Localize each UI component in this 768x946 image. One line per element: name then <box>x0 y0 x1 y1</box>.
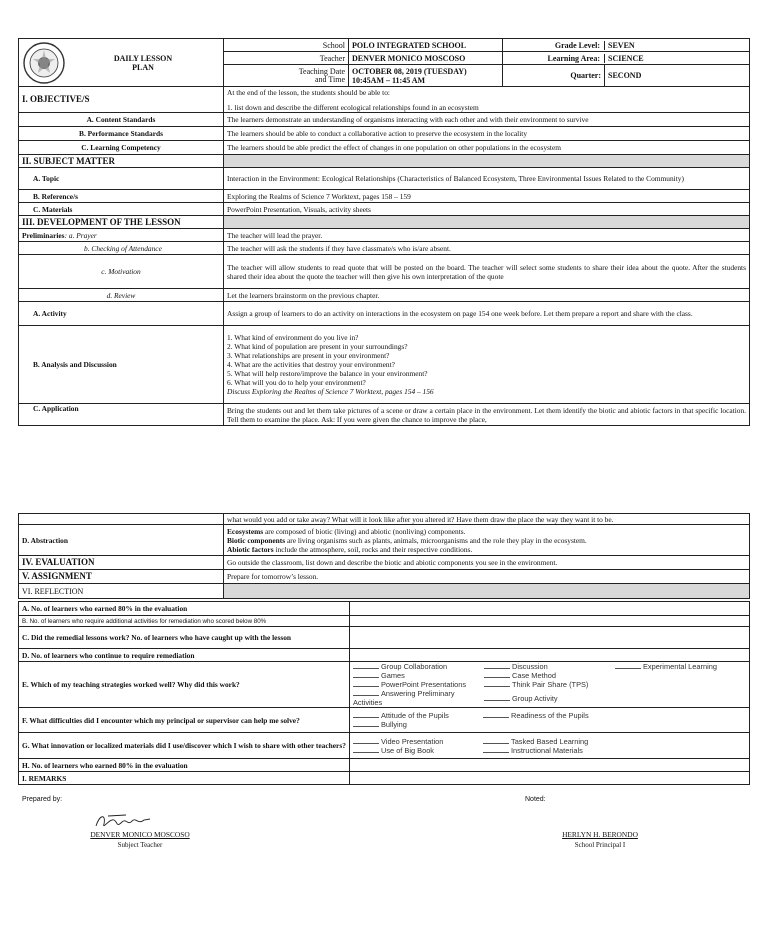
option-label: PowerPoint Presentations <box>381 680 467 689</box>
reflection-e-label: E. Which of my teaching strategies worked well? Why did this work? <box>19 662 350 708</box>
innovation-options <box>353 737 746 755</box>
option-label: Tasked Based Learning <box>511 736 589 746</box>
option[interactable] <box>353 711 483 720</box>
date-line1: OCTOBER 08, 2019 (TUESDAY) <box>352 66 467 76</box>
difficulties-options <box>353 711 746 729</box>
option[interactable] <box>353 720 483 729</box>
topic-text: Interaction in the Environment: Ecological Relationships (Characteristics of Balanced Ecosystem, Three Environmental Issues Related to the Community) <box>224 168 750 190</box>
grade-label: Grade Level: <box>503 41 605 50</box>
option-label: Instructional Materials <box>511 745 583 755</box>
analysis-note: Discuss Exploring the Realms of Science 7 Worktext, pages 154 – 156 <box>227 387 434 396</box>
teacher-signature-role: Subject Teacher <box>117 841 163 849</box>
reflection-a-answer[interactable] <box>350 602 750 616</box>
abstraction-line <box>227 536 746 545</box>
development-heading: III. DEVELOPMENT OF THE LESSON <box>19 216 224 229</box>
date-value <box>349 65 503 87</box>
grade-value: SEVEN <box>608 40 635 50</box>
analysis-label: B. Analysis and Discussion <box>19 326 224 404</box>
analysis-question: 4. What are the activities that destroy your environment? <box>227 360 395 369</box>
abstraction-desc: are living organisms such as plants, animals, microorganisms and the role they play in the ecosystem. <box>285 535 587 545</box>
option-label: Case Method <box>512 671 556 680</box>
date-label-line2: and Time <box>314 74 345 84</box>
option-label: Think Pair Share (TPS) <box>512 680 589 689</box>
area-label: Learning Area: <box>503 54 605 63</box>
reflection-d-answer[interactable] <box>350 649 750 662</box>
evaluation-heading: IV. EVALUATION <box>19 556 224 570</box>
abstraction-line <box>227 527 746 536</box>
option-label: Group Collaboration <box>381 662 448 671</box>
performance-standards-label: B. Performance Standards <box>19 127 224 141</box>
area-value: SCIENCE <box>608 53 644 63</box>
date-label <box>224 65 349 87</box>
option-label: Video Presentation <box>381 736 444 746</box>
signature-icon <box>92 812 162 832</box>
attendance-text: The teacher will ask the students if they have classmate/s who is/are absent. <box>224 242 750 255</box>
assignment-heading: V. ASSIGNMENT <box>19 570 224 584</box>
application-cont-text: what would you add or take away? What will it look like after you altered it? Have them draw the place the way they want it to be. <box>224 514 750 525</box>
option[interactable] <box>353 680 484 689</box>
abstraction-cell <box>224 525 750 556</box>
option[interactable] <box>484 662 615 671</box>
analysis-question: 6. What will you do to help your environment? <box>227 378 366 387</box>
reflection-heading: VI. REFLECTION <box>19 584 224 599</box>
reflection-e-options <box>350 662 750 708</box>
abstraction-label: D. Abstraction <box>19 525 224 556</box>
reflection-f-options <box>350 708 750 733</box>
option[interactable] <box>353 662 484 671</box>
development-shade <box>224 216 750 229</box>
objectives-intro: At the end of the lesson, the students should be able to: <box>227 87 390 97</box>
date-line2: 10:45AM – 11:45 AM <box>352 75 426 85</box>
objectives-item: 1. list down and describe the different ecological relationships found in an ecosystem <box>227 102 479 112</box>
subject-matter-shade <box>224 155 750 168</box>
option-label: Attitude of the Pupils <box>381 711 449 720</box>
evaluation-text: Go outside the classroom, list down and describe the biotic and abiotic components you see in the environment. <box>224 556 750 570</box>
abstraction-term: Abiotic factors <box>227 544 274 554</box>
prelim-label <box>19 229 224 242</box>
option-label: Use of Big Book <box>381 745 434 755</box>
principal-signature-role: School Principal I <box>574 841 626 849</box>
abstraction-term: Biotic components <box>227 535 286 545</box>
prelim-label-text: Preliminaries <box>22 230 65 240</box>
reference-text: Exploring the Realms of Science 7 Worktext, pages 158 – 159 <box>224 190 750 203</box>
analysis-question: 5. What will help restore/improve the balance in your environment? <box>227 369 428 378</box>
area-value <box>503 52 750 65</box>
option[interactable] <box>615 662 746 671</box>
reflection-g-options <box>350 733 750 759</box>
option[interactable] <box>483 711 746 720</box>
principal-signature-name: HERLYN H. BERONDO <box>562 830 638 839</box>
reflection-h-label: H. No. of learners who earned 80% in the evaluation <box>19 759 350 772</box>
teacher-signature-name: DENVER MONICO MOSCOSO <box>90 830 190 839</box>
quarter-value: SECOND <box>605 65 750 87</box>
option[interactable] <box>353 737 483 746</box>
prayer-text: The teacher will lead the prayer. <box>224 229 750 242</box>
activity-label: A. Activity <box>19 302 224 326</box>
option-label: Readiness of the Pupils <box>511 711 589 720</box>
remarks-label: I. REMARKS <box>19 772 350 785</box>
option[interactable] <box>483 737 746 746</box>
option-label: Experimental Learning <box>643 662 717 671</box>
option-label: Bullying <box>381 720 407 729</box>
strategies-options <box>353 662 746 707</box>
option[interactable] <box>483 746 746 755</box>
option-label: Discussion <box>512 662 548 671</box>
abstraction-desc: include the atmosphere, soil, rocks and their respective conditions. <box>273 544 473 554</box>
performance-standards-text: The learners should be able to conduct a collaborative action to preserve the ecosystem in the locality <box>224 127 750 141</box>
reference-label: B. Reference/s <box>19 190 224 203</box>
attendance-label: b. Checking of Attendance <box>19 242 224 255</box>
option[interactable] <box>353 671 484 680</box>
subject-matter-heading: II. SUBJECT MATTER <box>19 155 224 168</box>
reflection-table <box>18 601 750 785</box>
lesson-plan-table-page1 <box>18 38 750 426</box>
school-value: POLO INTEGRATED SCHOOL <box>349 39 503 52</box>
topic-label: A. Topic <box>19 168 224 190</box>
option[interactable] <box>353 746 483 755</box>
reflection-d-label: D. No. of learners who continue to require remediation <box>19 649 350 662</box>
reflection-c-label: C. Did the remedial lessons work? No. of learners who have caught up with the lesson <box>19 627 350 649</box>
abstraction-line <box>227 545 746 554</box>
analysis-question: 2. What kind of population are present in your surroundings? <box>227 342 408 351</box>
school-label: School <box>224 39 349 52</box>
abstraction-desc: are composed of biotic (living) and abiotic (nonliving) components. <box>263 526 466 536</box>
noted-label: Noted: <box>525 796 546 803</box>
option[interactable] <box>484 689 615 707</box>
content-standards-text: The learners demonstrate an understanding of organisms interacting with each other and with their environment to survive <box>224 113 750 127</box>
review-label: d. Review <box>19 289 224 302</box>
abstraction-term: Ecosystems <box>227 526 264 536</box>
option[interactable] <box>484 671 615 680</box>
content-standards-label: A. Content Standards <box>19 113 224 127</box>
application-cont-label <box>19 514 224 525</box>
header-title-line2: PLAN <box>132 62 154 72</box>
reflection-shade <box>224 584 750 599</box>
reflection-a-label: A. No. of learners who earned 80% in the evaluation <box>19 602 350 616</box>
learning-competency-text: The learners should be able predict the effect of changes in one population on other populations in the ecosystem <box>224 141 750 155</box>
teacher-label: Teacher <box>224 52 349 65</box>
reflection-c-answer[interactable] <box>350 627 750 649</box>
grade-value <box>503 39 750 52</box>
option-label: Group Activity <box>512 693 558 703</box>
materials-text: PowerPoint Presentation, Visuals, activity sheets <box>224 203 750 216</box>
application-label: C. Application <box>19 404 224 426</box>
materials-label: C. Materials <box>19 203 224 216</box>
assignment-text: Prepare for tomorrow’s lesson. <box>224 570 750 584</box>
objectives-heading: I. OBJECTIVE/S <box>19 87 224 113</box>
prepared-by-label: Prepared by: <box>22 796 63 803</box>
reflection-b-label: B. No. of learners who require additional activities for remediation who scored below 80% <box>19 616 350 627</box>
learning-competency-label: C. Learning Competency <box>19 141 224 155</box>
application-text: Bring the students out and let them take pictures of a scene or draw a certain place in the environment. Let them identify the biotic and abiotic factors in that specific location. Tell them to examine the place. Ask: If you were given the chance to improve the place, <box>224 404 750 426</box>
header-title-cell <box>19 39 224 87</box>
teacher-value: DENVER MONICO MOSCOSO <box>349 52 503 65</box>
quarter-label: Quarter: <box>503 65 605 87</box>
date-label-line1: Teaching Date <box>298 66 345 76</box>
deped-seal-icon <box>22 41 66 85</box>
motivation-text: The teacher will allow students to read quote that will be posted on the board. The teacher will select some students to share their idea about the quote. After the students shared their idea about the quote the teacher will then give his own interpretation of the quote <box>224 255 750 289</box>
prayer-label: : a. Prayer <box>64 230 97 240</box>
analysis-question: 1. What kind of environment do you live in? <box>227 333 359 342</box>
review-text: Let the learners brainstorm on the previous chapter. <box>224 289 750 302</box>
option[interactable] <box>484 680 615 689</box>
option[interactable] <box>353 689 484 707</box>
reflection-f-label: F. What difficulties did I encounter which my principal or supervisor can help me solve? <box>19 708 350 733</box>
reflection-b-answer[interactable] <box>350 616 750 627</box>
motivation-label: c. Motivation <box>19 255 224 289</box>
analysis-question: 3. What relationships are present in your environment? <box>227 351 390 360</box>
lesson-plan-table-page2 <box>18 513 750 599</box>
option-label: Answering Preliminary Activities <box>353 689 455 707</box>
activity-text: Assign a group of learners to do an activity on interactions in the ecosystem on page 154 one week before. Let them prepare a report and share with the class. <box>224 302 750 326</box>
objectives-cell <box>224 87 750 113</box>
reflection-h-answer[interactable] <box>350 759 750 772</box>
reflection-g-label: G. What innovation or localized materials did I use/discover which I wish to share with other teachers? <box>19 733 350 759</box>
remarks-answer[interactable] <box>350 772 750 785</box>
option-label: Games <box>381 671 405 680</box>
header-title-line1: DAILY LESSON <box>113 53 173 63</box>
analysis-cell <box>224 326 750 404</box>
